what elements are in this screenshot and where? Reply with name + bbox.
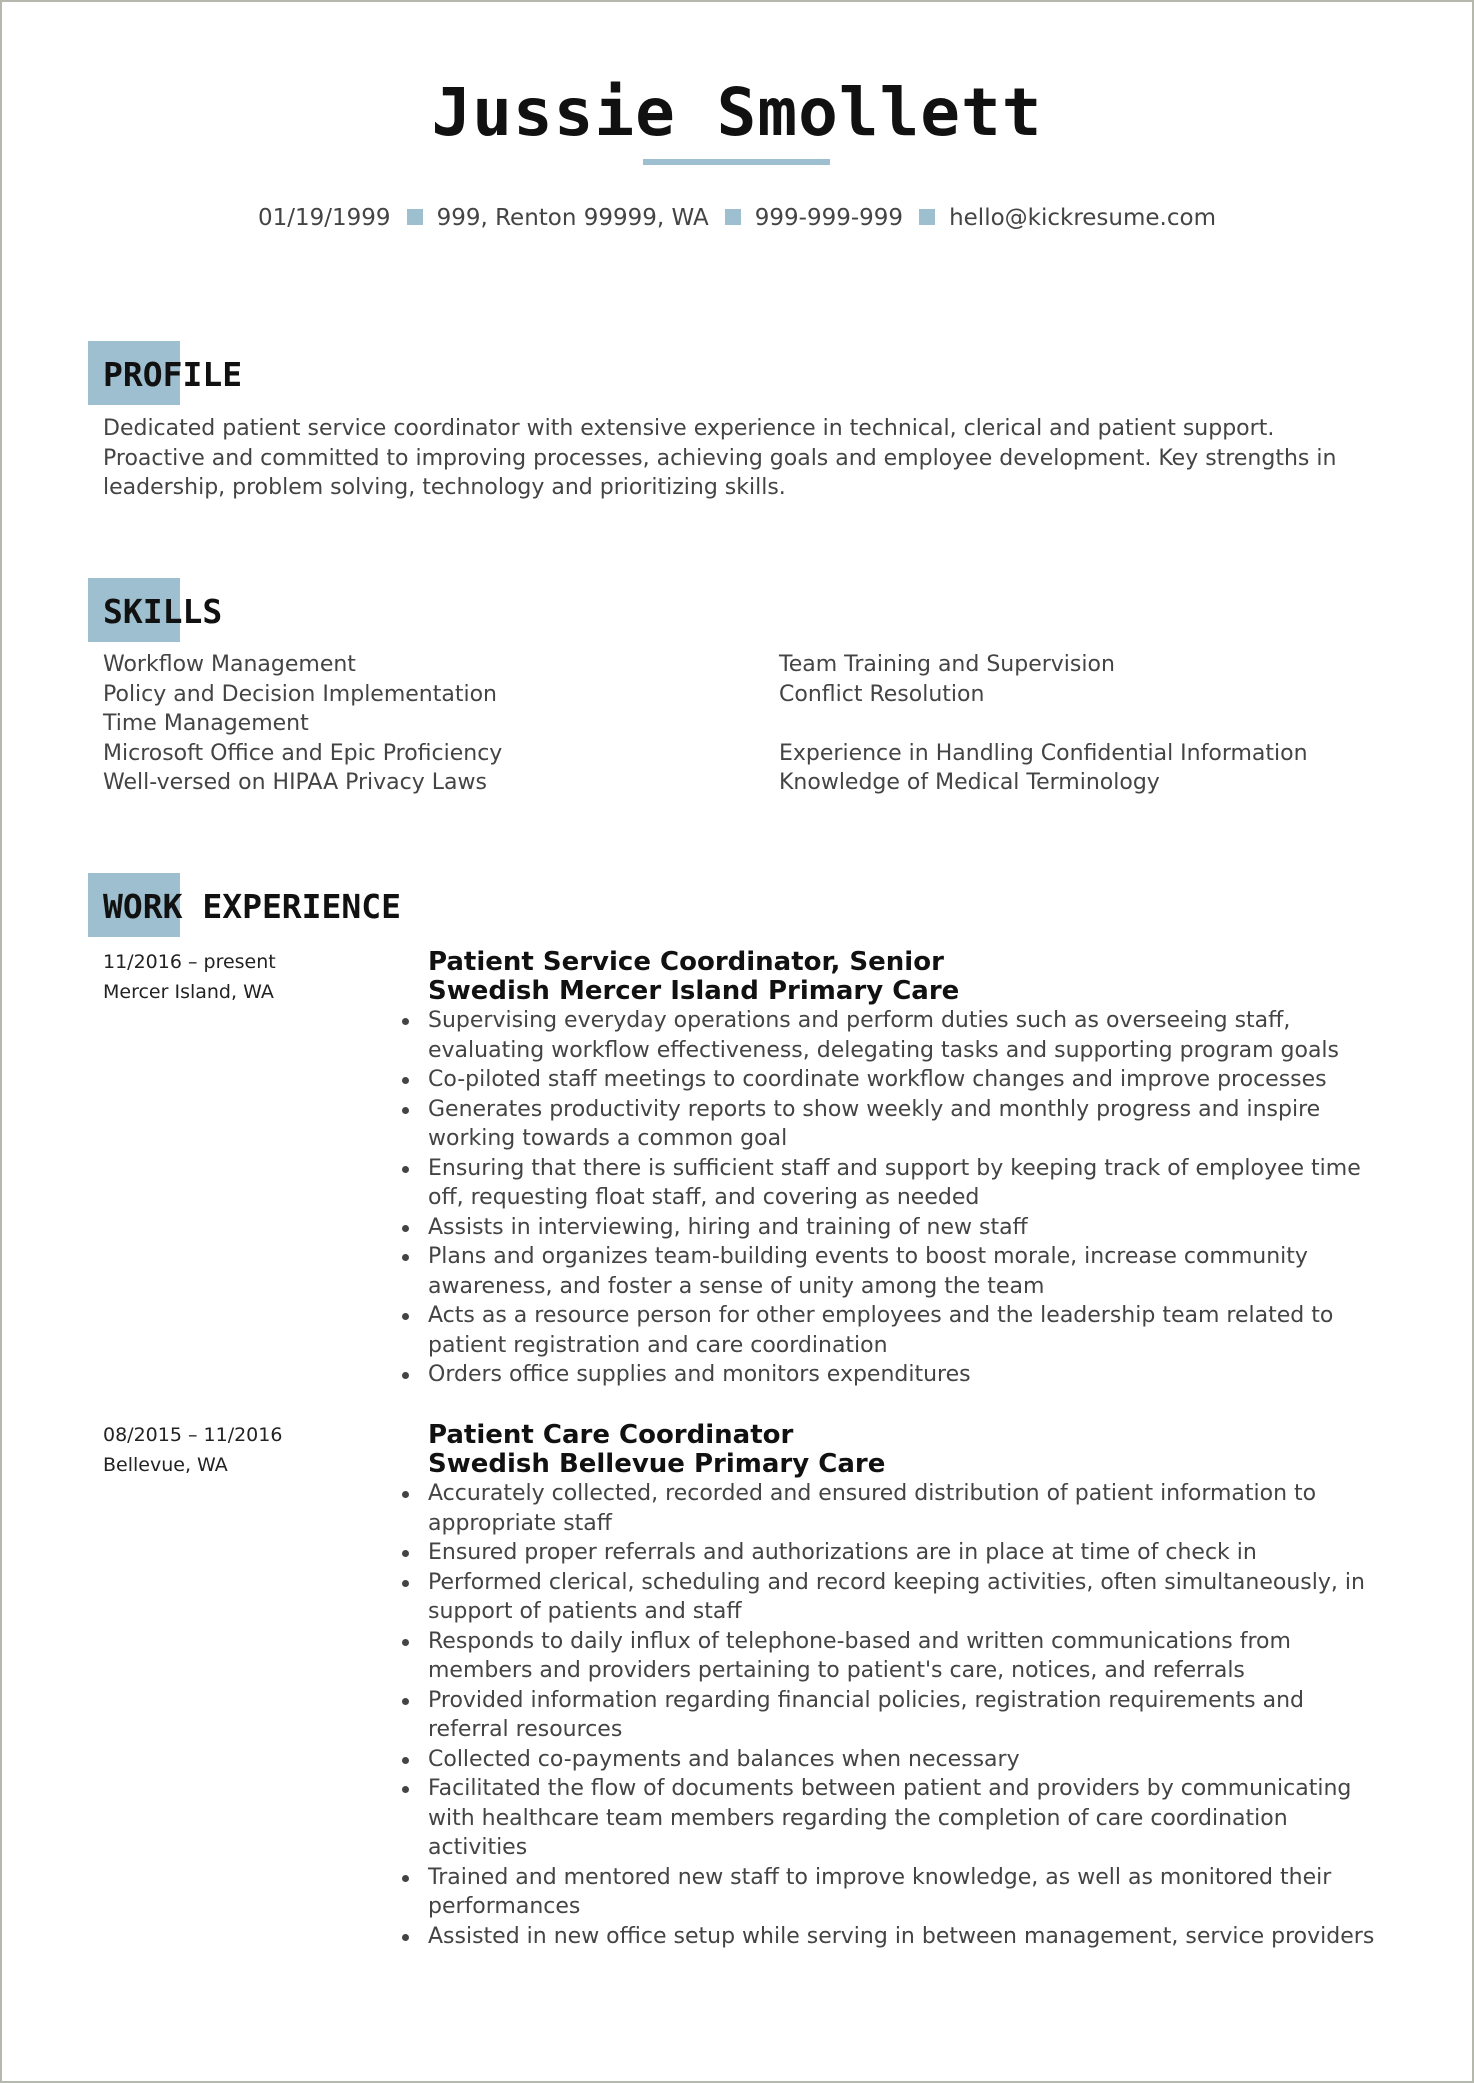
list-item: Co-piloted staff meetings to coordinate workflow changes and improve processes [428, 1065, 1388, 1095]
skill-item: Workflow Management [103, 652, 356, 677]
contact-email: hello@kickresume.com [949, 205, 1216, 231]
list-item: Trained and mentored new staff to improve knowledge, as well as monitored their performances [428, 1863, 1388, 1922]
list-item: Provided information regarding financial policies, registration requirements and referral resources [428, 1686, 1388, 1745]
job-2-organization: Swedish Bellevue Primary Care [428, 1449, 886, 1479]
list-item: Generates productivity reports to show weekly and monthly progress and inspire working towards a common goal [428, 1095, 1388, 1154]
section-title: PROFILE [103, 355, 243, 394]
job-location: Mercer Island, WA [103, 980, 274, 1003]
contact-line [0, 205, 1474, 231]
skills-left-column [103, 650, 502, 798]
list-item: Plans and organizes team-building events to boost morale, increase community awareness, and foster a sense of unity among the team [428, 1242, 1388, 1301]
job-2-responsibilities [428, 1479, 1388, 1951]
skill-item: Conflict Resolution [779, 681, 985, 707]
section-title: SKILLS [103, 592, 223, 631]
job-2-title: Patient Care Coordinator [428, 1420, 794, 1450]
square-bullet-icon [919, 209, 935, 225]
list-item: Supervising everyday operations and perform duties such as overseeing staff, evaluating workflow effectiveness, delegating tasks and supporting program goals [428, 1006, 1388, 1065]
job-1-organization: Swedish Mercer Island Primary Care [428, 976, 960, 1006]
skill-item: Experience in Handling Confidential Information [779, 740, 1308, 766]
list-item: Responds to daily influx of telephone-based and written communications from members and providers pertaining to patient's care, notices, and referrals [428, 1627, 1388, 1686]
skills-right-column [779, 650, 1308, 798]
list-item: Orders office supplies and monitors expenditures [428, 1360, 1388, 1390]
list-item: Ensured proper referrals and authorizations are in place at time of check in [428, 1538, 1388, 1568]
job-1-responsibilities [428, 1006, 1388, 1390]
list-item: Accurately collected, recorded and ensured distribution of patient information to appropriate staff [428, 1479, 1388, 1538]
candidate-name: Jussie Smollett [431, 74, 1043, 151]
skill-item: Policy and Decision Implementation [103, 681, 498, 707]
list-item: Performed clerical, scheduling and record keeping activities, often simultaneously, in support of patients and staff [428, 1568, 1388, 1627]
skill-item: Team Training and Supervision [779, 652, 1115, 677]
square-bullet-icon [407, 209, 423, 225]
skill-item [779, 709, 1308, 739]
list-item: Assisted in new office setup while serving in between management, service providers [428, 1922, 1388, 1952]
profile-summary: Dedicated patient service coordinator with extensive experience in technical, clerical and patient support. Proactive and committed to improving processes, achieving goals and employee development. Key strengths in leadership, problem solving, technology and prioritizing skills. [103, 416, 1337, 500]
list-item: Acts as a resource person for other employees and the leadership team related to patient registration and care coordination [428, 1301, 1388, 1360]
job-location: Bellevue, WA [103, 1453, 228, 1476]
square-bullet-icon [725, 209, 741, 225]
section-title: WORK EXPERIENCE [103, 887, 402, 926]
job-2-meta [103, 1421, 282, 1480]
list-item: Collected co-payments and balances when necessary [428, 1745, 1388, 1775]
contact-phone: 999-999-999 [754, 205, 904, 231]
contact-address: 999, Renton 99999, WA [436, 205, 709, 231]
skill-item: Knowledge of Medical Terminology [779, 770, 1160, 795]
job-dates: 08/2015 – 11/2016 [103, 1424, 283, 1446]
list-item: Assists in interviewing, hiring and training of new staff [428, 1213, 1388, 1243]
contact-dob: 01/19/1999 [258, 205, 391, 231]
job-1-title: Patient Service Coordinator, Senior [428, 947, 944, 977]
skill-item: Time Management [103, 711, 309, 736]
job-1-meta [103, 948, 276, 1007]
list-item: Facilitated the flow of documents between patient and providers by communicating with healthcare team members regarding the completion of care coordination activities [428, 1774, 1388, 1863]
skill-item: Microsoft Office and Epic Proficiency [103, 740, 503, 766]
skill-item: Well-versed on HIPAA Privacy Laws [103, 770, 487, 795]
name-underline [643, 159, 830, 165]
list-item: Ensuring that there is sufficient staff and support by keeping track of employee time off, requesting float staff, and covering as needed [428, 1154, 1388, 1213]
job-dates: 11/2016 – present [103, 951, 276, 973]
